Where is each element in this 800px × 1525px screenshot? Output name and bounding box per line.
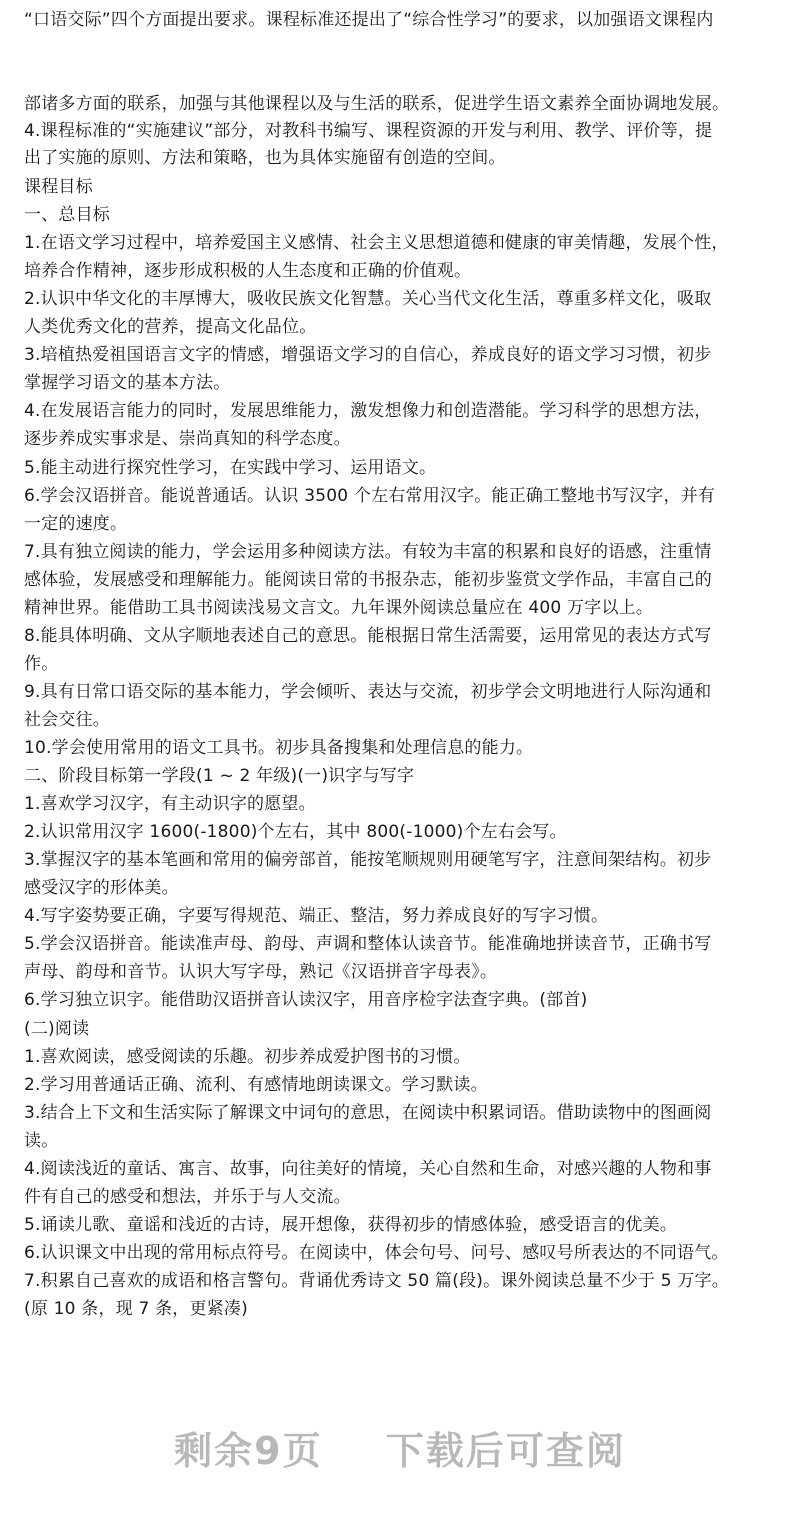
text-line: 精神世界。能借助工具书阅读浅易文言文。九年课外阅读总量应在 400 万字以上。 [24, 597, 654, 618]
text-line: 件有自己的感受和想法，并乐于与人交流。 [24, 1186, 351, 1207]
text-line: 课程目标 [24, 177, 93, 197]
text-line: 人类优秀文化的营养，提高文化品位。 [24, 317, 317, 338]
clipped-top-line [24, 0, 784, 2]
text-line: 1.在语文学习过程中，培养爱国主义感情、社会主义思想道德和健康的审美情趣，发展个性， [24, 233, 729, 254]
text-line: 一定的速度。 [24, 513, 128, 534]
download-to-read-text: 下载后可查阅 [385, 1429, 626, 1473]
text-line: 4.写字姿势要正确，字要写得规范、端正、整洁，努力养成良好的写字习惯。 [24, 906, 609, 927]
text-line: 出了实施的原则、方法和策略，也为具体实施留有创造的空间。 [24, 148, 506, 168]
text-line: 2.认识常用汉字 1600(-1800)个左右，其中 800(-1000)个左右会写。 [24, 822, 567, 843]
text-line: 一、总目标 [24, 205, 110, 226]
text-line: 4.课程标准的“实施建议”部分，对教科书编写、课程资源的开发与利用、教学、评价等，提 [24, 121, 713, 141]
text-line: 5.诵读儿歌、童谣和浅近的古诗，展开想像，获得初步的情感体验，感受语言的优美。 [24, 1214, 678, 1235]
text-line: 1.喜欢学习汉字，有主动识字的愿望。 [24, 794, 316, 815]
text-line: 8.能具体明确、文从字顺地表述自己的意思。能根据日常生活需要，运用常见的表达方式写 [24, 625, 712, 646]
text-line: 声母、韵母和音节。认识大写字母，熟记《汉语拼音字母表》。 [24, 962, 498, 983]
text-line: 3.结合上下文和生活实际了解课文中词句的意思，在阅读中积累词语。借助读物中的图画阅 [24, 1102, 712, 1123]
text-line: 读。 [24, 1130, 59, 1151]
text-line: 2.学习用普通话正确、流利、有感情地朗读课文。学习默读。 [24, 1074, 488, 1095]
text-line: 4.阅读浅近的童话、寓言、故事，向往美好的情境，关心自然和生命，对感兴趣的人物和事 [24, 1158, 712, 1179]
text-line: 部诸多方面的联系，加强与其他课程以及与生活的联系，促进学生语文素养全面协调地发展。 [24, 94, 730, 114]
text-line: 5.学会汉语拼音。能读准声母、韵母、声调和整体认读音节。能准确地拼读音节，正确书写 [24, 934, 712, 955]
text-line: 10.学会使用常用的语文工具书。初步具备搜集和处理信息的能力。 [24, 738, 534, 758]
text-line: 3.培植热爱祖国语言文字的情感，增强语文学习的自信心，养成良好的语文学习习惯，初步 [24, 345, 712, 366]
text-line: 逐步养成实事求是、崇尚真知的科学态度。 [24, 429, 351, 450]
text-line: 2.认识中华文化的丰厚博大，吸收民族文化智慧。关心当代文化生活，尊重多样文化，吸取 [24, 289, 712, 310]
text-line: 感受汉字的形体美。 [24, 878, 179, 899]
text-line: (二)阅读 [24, 1018, 90, 1039]
text-line: 6.认识课文中出现的常用标点符号。在阅读中，体会句号、问号、感叹号所表达的不同语气。 [24, 1242, 729, 1263]
text-line: 5.能主动进行探究性学习，在实践中学习、运用语文。 [24, 457, 437, 478]
text-line: 9.具有日常口语交际的基本能力，学会倾听、表达与交流，初步学会文明地进行人际沟通和 [24, 681, 712, 702]
text-line: 6.学会汉语拼音。能说普通话。认识 3500 个左右常用汉字。能正确工整地书写汉字，并有 [24, 485, 716, 506]
download-prompt[interactable] [0, 1420, 800, 1475]
text-line: (原 10 条，现 7 条，更紧凑) [24, 1299, 248, 1319]
text-line: 社会交往。 [24, 709, 110, 730]
remaining-pages-text: 剩余9页 [174, 1429, 323, 1473]
text-line: 1.喜欢阅读，感受阅读的乐趣。初步养成爱护图书的习惯。 [24, 1046, 471, 1067]
text-line: 6.学习独立识字。能借助汉语拼音认读汉字，用音序检字法查字典。(部首) [24, 990, 588, 1011]
text-line: 4.在发展语言能力的同时，发展思维能力，激发想像力和创造潜能。学习科学的思想方法， [24, 401, 712, 422]
text-line: 7.积累自己喜欢的成语和格言警句。背诵优秀诗文 50 篇(段)。课外阅读总量不少于 5 万字。 [24, 1270, 729, 1291]
text-line: 掌握学习语文的基本方法。 [24, 373, 231, 394]
text-line: “口语交际”四个方面提出要求。课程标准还提出了“综合性学习”的要求，以加强语文课程内 [24, 10, 714, 30]
text-line: 培养合作精神，逐步形成积极的人生态度和正确的价值观。 [24, 261, 472, 282]
text-line: 3.掌握汉字的基本笔画和常用的偏旁部首，能按笔顺规则用硬笔写字，注意间架结构。初步 [24, 850, 712, 871]
text-line: 二、阶段目标第一学段(1 ~ 2 年级)(一)识字与写字 [24, 766, 415, 787]
text-line: 感体验，发展感受和理解能力。能阅读日常的书报杂志，能初步鉴赏文学作品，丰富自己的 [24, 569, 712, 590]
text-line: 7.具有独立阅读的能力，学会运用多种阅读方法。有较为丰富的积累和良好的语感，注重情 [24, 541, 712, 562]
text-line: 作。 [24, 653, 59, 674]
